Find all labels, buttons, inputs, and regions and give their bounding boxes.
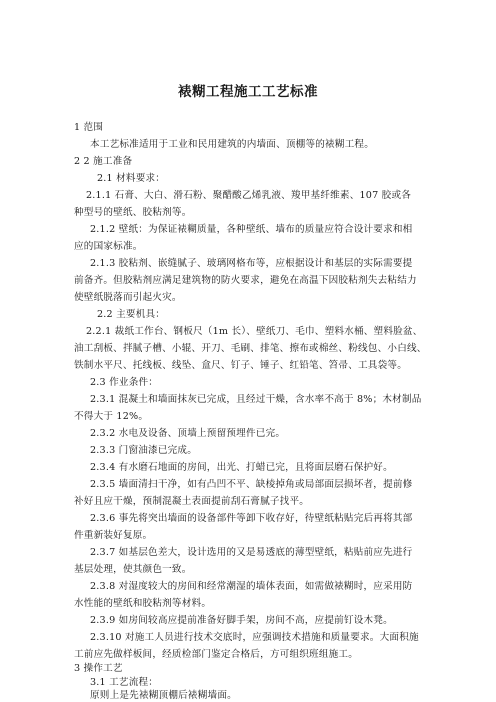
paragraph-line: 2.3.7 如基层色差大，设计选用的又是易透底的薄型壁纸，粘贴前应先进行 <box>90 547 413 558</box>
paragraph-line: 补好且应干燥，预制混凝土表面提前刮石膏腻子找平。 <box>74 496 310 507</box>
paragraph-line: 前备齐。但胶粘剂应满足建筑物的防火要求，避免在高温下因胶粘剂失去粘结力 <box>74 275 417 286</box>
paragraph-line: 2.3.2 水电及设备、顶墙上预留预埋件已完。 <box>90 428 286 439</box>
paragraph-line: 2.1.3 胶粘剂、嵌缝腻子、玻璃网格布等，应根据设计和基层的实际需要提 <box>90 258 413 269</box>
paragraph-line: 2.2.1 裁纸工作台、钢板尺（1m 长）、壁纸刀、毛巾、塑料水桶、塑料脸盆、 <box>86 326 423 337</box>
subsection-heading: 2.3 作业条件： <box>90 377 159 388</box>
subsection-heading: 3.1 工艺流程： <box>90 677 159 688</box>
paragraph-line: 2.1.1 石膏、大白、滑石粉、聚醋酸乙烯乳液、羧甲基纤维素、107 胶或各 <box>86 190 412 201</box>
paragraph-line: 2.3.8 对湿度较大的房间和经常潮湿的墙体表面，如需做裱糊时，应采用防 <box>90 581 413 592</box>
section-heading-1: 1 范围 <box>74 122 104 133</box>
paragraph-line: 应的国家标准。 <box>74 241 143 252</box>
paragraph-line: 油工刮板、拌腻子槽、小辊、开刀、毛刷、排笔、擦布或棉丝、粉线包、小白线、 <box>74 343 427 354</box>
subsection-heading: 2.2 主要机具： <box>97 309 166 320</box>
paragraph-line: 不得大于 12%。 <box>74 411 149 422</box>
paragraph-line: 2.3.10 对施工人员进行技术交底时，应强调技术措施和质量要求。大面积施 <box>90 632 419 643</box>
paragraph-line: 2.3.5 墙面清扫干净，如有凸凹不平、缺棱掉角或局部面层损坏者，提前修 <box>90 479 413 490</box>
paragraph-line: 2.3.1 混凝土和墙面抹灰已完成，且经过干燥，含水率不高于 8%；木材制品 <box>90 394 422 405</box>
paragraph-line: 铁制水平尺、托线板、线坠、盒尺、钉子、锤子、红铅笔、笤帚、工具袋等。 <box>74 360 407 371</box>
paragraph-line: 2.3.9 如房间较高应提前准备好脚手架，房间不高，应提前钉设木凳。 <box>90 615 393 626</box>
paragraph-line: 2.3.4 有水磨石地面的房间，出光、打蜡已完，且将面层磨石保护好。 <box>90 462 393 473</box>
paragraph-line: 使壁纸脱落而引起火灾。 <box>74 292 182 303</box>
paragraph-line: 2.3.6 事先将突出墙面的设备部件等卸下收存好，待壁纸粘贴完后再将其部 <box>90 513 413 524</box>
paragraph-line: 本工艺标准适用于工业和民用建筑的内墙面、顶棚等的裱糊工程。 <box>90 139 375 150</box>
paragraph-line: 种型号的壁纸、胶粘剂等。 <box>74 207 192 218</box>
paragraph-line: 2.3.3 门窗油漆已完成。 <box>90 445 198 456</box>
section-heading-2: 2 2 施工准备 <box>74 156 133 167</box>
subsection-heading: 2.1 材料要求： <box>97 173 166 184</box>
document-title: 裱糊工程施工工艺标准 <box>178 84 318 100</box>
paragraph-line: 水性能的壁纸和胶粘剂等材料。 <box>74 598 212 609</box>
section-heading-3: 3 操作工艺 <box>74 663 123 674</box>
paragraph-line: 件重新装好复原。 <box>74 530 153 541</box>
paragraph-line: 基层处理，使其颜色一致。 <box>74 564 192 575</box>
paragraph-line: 2.1.2 壁纸：为保证裱糊质量，各种壁纸、墙布的质量应符合设计要求和相 <box>90 224 413 235</box>
paragraph-line: 原则上是先裱糊顶棚后裱糊墙面。 <box>90 690 237 701</box>
paragraph-line: 工前应先做样板间，经质检部门鉴定合格后，方可组织班组施工。 <box>74 649 359 660</box>
